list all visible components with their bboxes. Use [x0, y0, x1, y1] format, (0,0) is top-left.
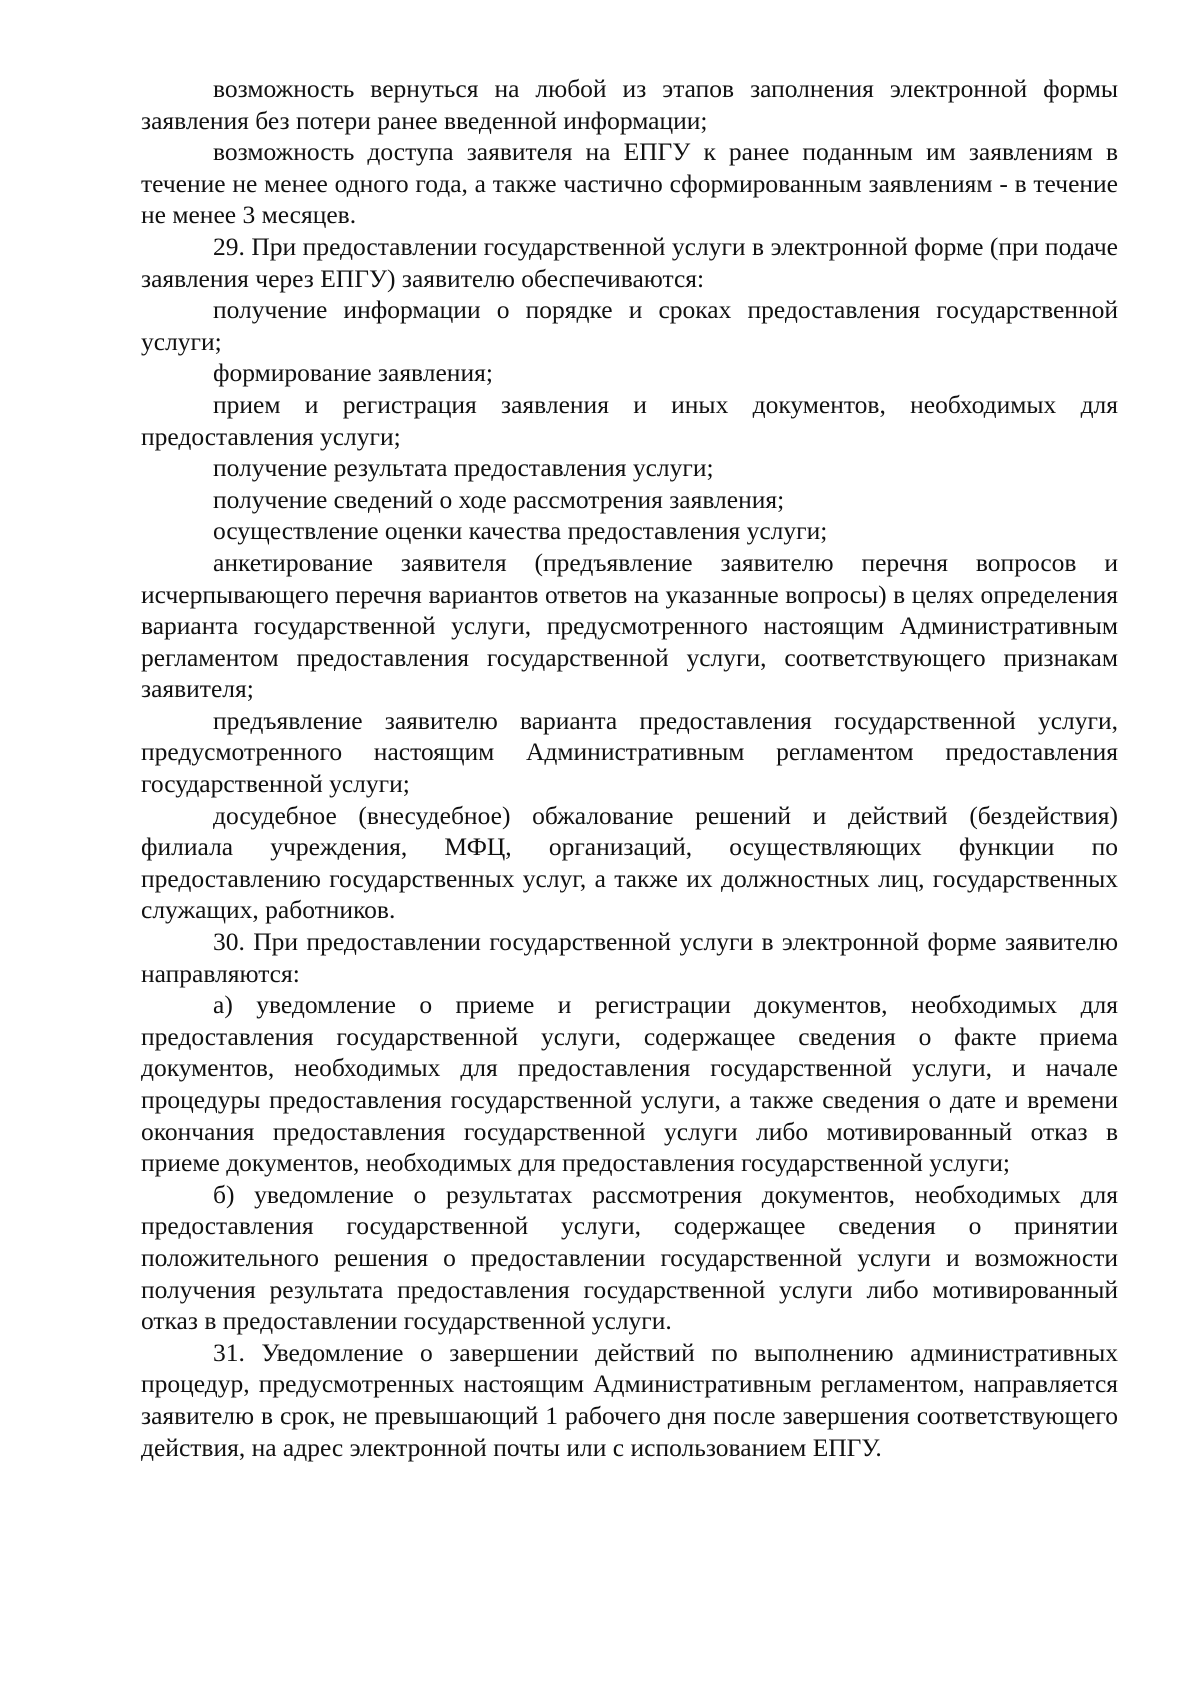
paragraph-form-application: формирование заявления; [213, 358, 493, 388]
paragraph-status-info: получение сведений о ходе рассмотрения заявления; [213, 484, 785, 514]
paragraph-notice-b: б) уведомление о результатах рассмотрения документов, необходимых для предоставления государственной услуги, содержащее сведения о принятии положительного решения о предоставлении государственной услуги и возможности получения результата предоставления государственной услуги либо мотивированный отказ в предоставлении государственной услуги. [141, 1179, 1118, 1336]
paragraph-questionnaire: анкетирование заявителя (предъявление заявителю перечня вопросов и исчерпывающего перечня вариантов ответов на указанные вопросы) в целях определения варианта государственной услуги, предусмотренного настоящим Административным регламентом предоставления государственной услуги, соответствующего признакам заявителя; [141, 547, 1118, 704]
paragraph-section-29: 29. При предоставлении государственной услуги в электронной форме (при подаче заявления через ЕПГУ) заявителю обеспечиваются: [141, 231, 1118, 293]
paragraph-info-procedure: получение информации о порядке и сроках предоставления государственной услуги; [141, 295, 1118, 356]
paragraph-return-to-step: возможность вернуться на любой из этапов заполнения электронной формы заявления без потери ранее введенной информации; [141, 74, 1118, 135]
paragraph-access-to-applications: возможность доступа заявителя на ЕПГУ к ранее поданным им заявлениям в течение не менее одного года, а также частично сформированным заявлениям - в течение не менее 3 месяцев. [141, 137, 1118, 230]
document-body [141, 73, 1118, 1463]
paragraph-notice-a: а) уведомление о приеме и регистрации документов, необходимых для предоставления государственной услуги, содержащее сведения о факте приема документов, необходимых для предоставления государственной услуги, и начале процедуры предоставления государственной услуги, а также сведения о дате и времени окончания предоставления государственной услуги либо мотивированный отказ в приеме документов, необходимых для предоставления государственной услуги; [141, 990, 1118, 1178]
paragraph-quality-assessment: осуществление оценки качества предоставления услуги; [213, 516, 828, 546]
paragraph-appeal: досудебное (внесудебное) обжалование решений и действий (бездействия) филиала учреждения, МФЦ, организаций, осуществляющих функции по предоставлению государственных услуг, а также их должностных лиц, государственных служащих, работников. [141, 800, 1118, 925]
paragraph-get-result: получение результата предоставления услуги; [213, 453, 714, 483]
paragraph-service-variant: предъявление заявителю варианта предоставления государственной услуги, предусмотренного настоящим Административным регламентом предоставления государственной услуги; [141, 705, 1118, 799]
paragraph-section-30: 30. При предоставлении государственной услуги в электронной форме заявителю направляются: [141, 927, 1118, 988]
paragraph-registration: прием и регистрация заявления и иных документов, необходимых для предоставления услуги; [141, 389, 1118, 451]
paragraph-section-31: 31. Уведомление о завершении действий по выполнению административных процедур, предусмотренных настоящим Административным регламентом, направляется заявителю в срок, не превышающий 1 рабочего дня после завершения соответствующего действия, на адрес электронной почты или с использованием ЕПГУ. [141, 1337, 1118, 1462]
